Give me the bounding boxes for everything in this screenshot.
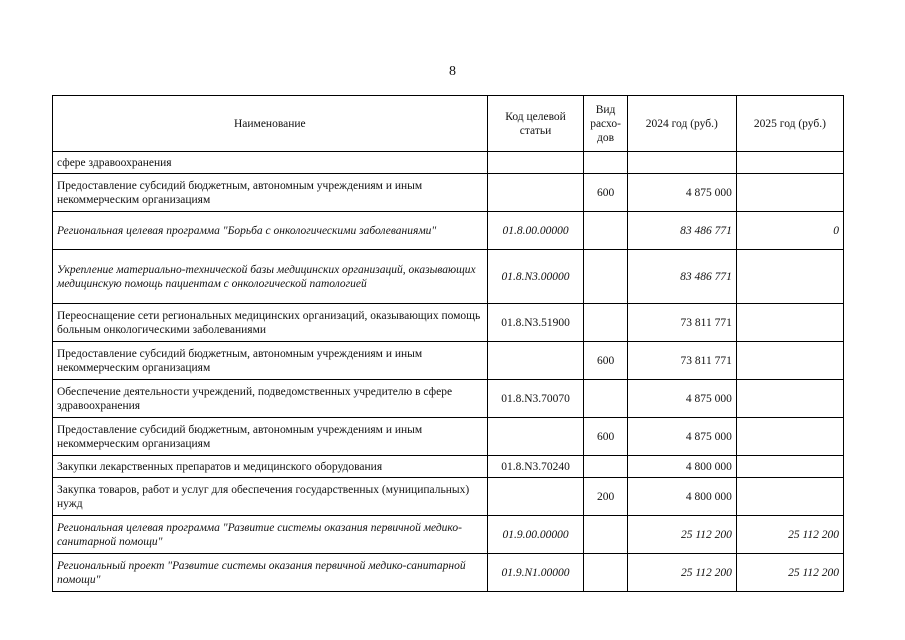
row-name-cell: Переоснащение сети региональных медицинских организаций, оказывающих помощь больным онкологическими заболеваниями: [53, 304, 488, 342]
table-row: [53, 342, 844, 380]
table-row: [53, 174, 844, 212]
table-header-row: [53, 96, 844, 152]
row-name-cell: Закупки лекарственных препаратов и медицинского оборудования: [53, 456, 488, 478]
row-amount-2024-cell: 73 811 771: [627, 342, 736, 380]
row-amount-2024-cell: 25 112 200: [627, 516, 736, 554]
row-name-cell: Предоставление субсидий бюджетным, автономным учреждениям и иным некоммерческим организациям: [53, 418, 488, 456]
table-row: [53, 250, 844, 304]
row-expense-type-cell: [584, 456, 627, 478]
table-row: [53, 554, 844, 592]
row-amount-2025-cell: 25 112 200: [736, 516, 843, 554]
row-code-cell: [487, 342, 584, 380]
row-name-cell: Закупка товаров, работ и услуг для обеспечения государственных (муниципальных) нужд: [53, 478, 488, 516]
row-expense-type-cell: [584, 152, 627, 174]
row-amount-2024-cell: 4 875 000: [627, 174, 736, 212]
budget-table: [52, 95, 844, 592]
column-header-2024: 2024 год (руб.): [627, 96, 736, 152]
row-code-cell: 01.8.N3.00000: [487, 250, 584, 304]
row-expense-type-cell: 600: [584, 418, 627, 456]
row-code-cell: 01.8.N3.70240: [487, 456, 584, 478]
row-name-cell: Региональная целевая программа "Борьба с онкологическими заболеваниями": [53, 212, 488, 250]
row-amount-2024-cell: 4 800 000: [627, 478, 736, 516]
row-code-cell: [487, 174, 584, 212]
table-row: [53, 212, 844, 250]
row-amount-2025-cell: [736, 174, 843, 212]
row-amount-2024-cell: 83 486 771: [627, 250, 736, 304]
row-name-cell: Региональный проект "Развитие системы оказания первичной медико-санитарной помощи": [53, 554, 488, 592]
table-row: [53, 456, 844, 478]
row-amount-2025-cell: [736, 342, 843, 380]
row-expense-type-cell: 600: [584, 174, 627, 212]
row-amount-2025-cell: 0: [736, 212, 843, 250]
row-code-cell: 01.8.00.00000: [487, 212, 584, 250]
table-row: [53, 478, 844, 516]
row-code-cell: 01.8.N3.70070: [487, 380, 584, 418]
column-header-name: Наименование: [53, 96, 488, 152]
row-name-cell: Предоставление субсидий бюджетным, автономным учреждениям и иным некоммерческим организациям: [53, 174, 488, 212]
row-code-cell: 01.9.N1.00000: [487, 554, 584, 592]
row-code-cell: 01.8.N3.51900: [487, 304, 584, 342]
row-expense-type-cell: [584, 516, 627, 554]
row-amount-2025-cell: [736, 304, 843, 342]
row-expense-type-cell: [584, 212, 627, 250]
table-row: [53, 418, 844, 456]
row-name-cell: Обеспечение деятельности учреждений, подведомственных учредителю в сфере здравоохранения: [53, 380, 488, 418]
row-amount-2025-cell: [736, 456, 843, 478]
row-name-cell: сфере здравоохранения: [53, 152, 488, 174]
row-amount-2025-cell: [736, 152, 843, 174]
table-row: [53, 516, 844, 554]
row-amount-2024-cell: [627, 152, 736, 174]
column-header-expense-type: Вид расхо-дов: [584, 96, 627, 152]
row-code-cell: [487, 478, 584, 516]
table-body: [53, 152, 844, 592]
table-row: [53, 304, 844, 342]
row-name-cell: Предоставление субсидий бюджетным, автономным учреждениям и иным некоммерческим организациям: [53, 342, 488, 380]
row-expense-type-cell: 600: [584, 342, 627, 380]
row-expense-type-cell: [584, 380, 627, 418]
row-amount-2024-cell: 25 112 200: [627, 554, 736, 592]
row-amount-2024-cell: 4 800 000: [627, 456, 736, 478]
row-name-cell: Региональная целевая программа "Развитие системы оказания первичной медико-санитарной помощи": [53, 516, 488, 554]
row-expense-type-cell: 200: [584, 478, 627, 516]
row-amount-2024-cell: 4 875 000: [627, 380, 736, 418]
row-amount-2024-cell: 83 486 771: [627, 212, 736, 250]
row-code-cell: [487, 152, 584, 174]
row-amount-2024-cell: 73 811 771: [627, 304, 736, 342]
row-amount-2025-cell: [736, 380, 843, 418]
row-code-cell: 01.9.00.00000: [487, 516, 584, 554]
row-amount-2024-cell: 4 875 000: [627, 418, 736, 456]
row-amount-2025-cell: [736, 418, 843, 456]
table-row: [53, 152, 844, 174]
row-expense-type-cell: [584, 250, 627, 304]
row-expense-type-cell: [584, 304, 627, 342]
table-row: [53, 380, 844, 418]
column-header-code: Код целевой статьи: [487, 96, 584, 152]
page-number: 8: [449, 64, 456, 79]
row-name-cell: Укрепление материально-технической базы медицинских организаций, оказывающих медицинскую помощь пациентам с онкологической патологией: [53, 250, 488, 304]
row-expense-type-cell: [584, 554, 627, 592]
row-amount-2025-cell: [736, 250, 843, 304]
row-amount-2025-cell: 25 112 200: [736, 554, 843, 592]
column-header-2025: 2025 год (руб.): [736, 96, 843, 152]
row-amount-2025-cell: [736, 478, 843, 516]
row-code-cell: [487, 418, 584, 456]
